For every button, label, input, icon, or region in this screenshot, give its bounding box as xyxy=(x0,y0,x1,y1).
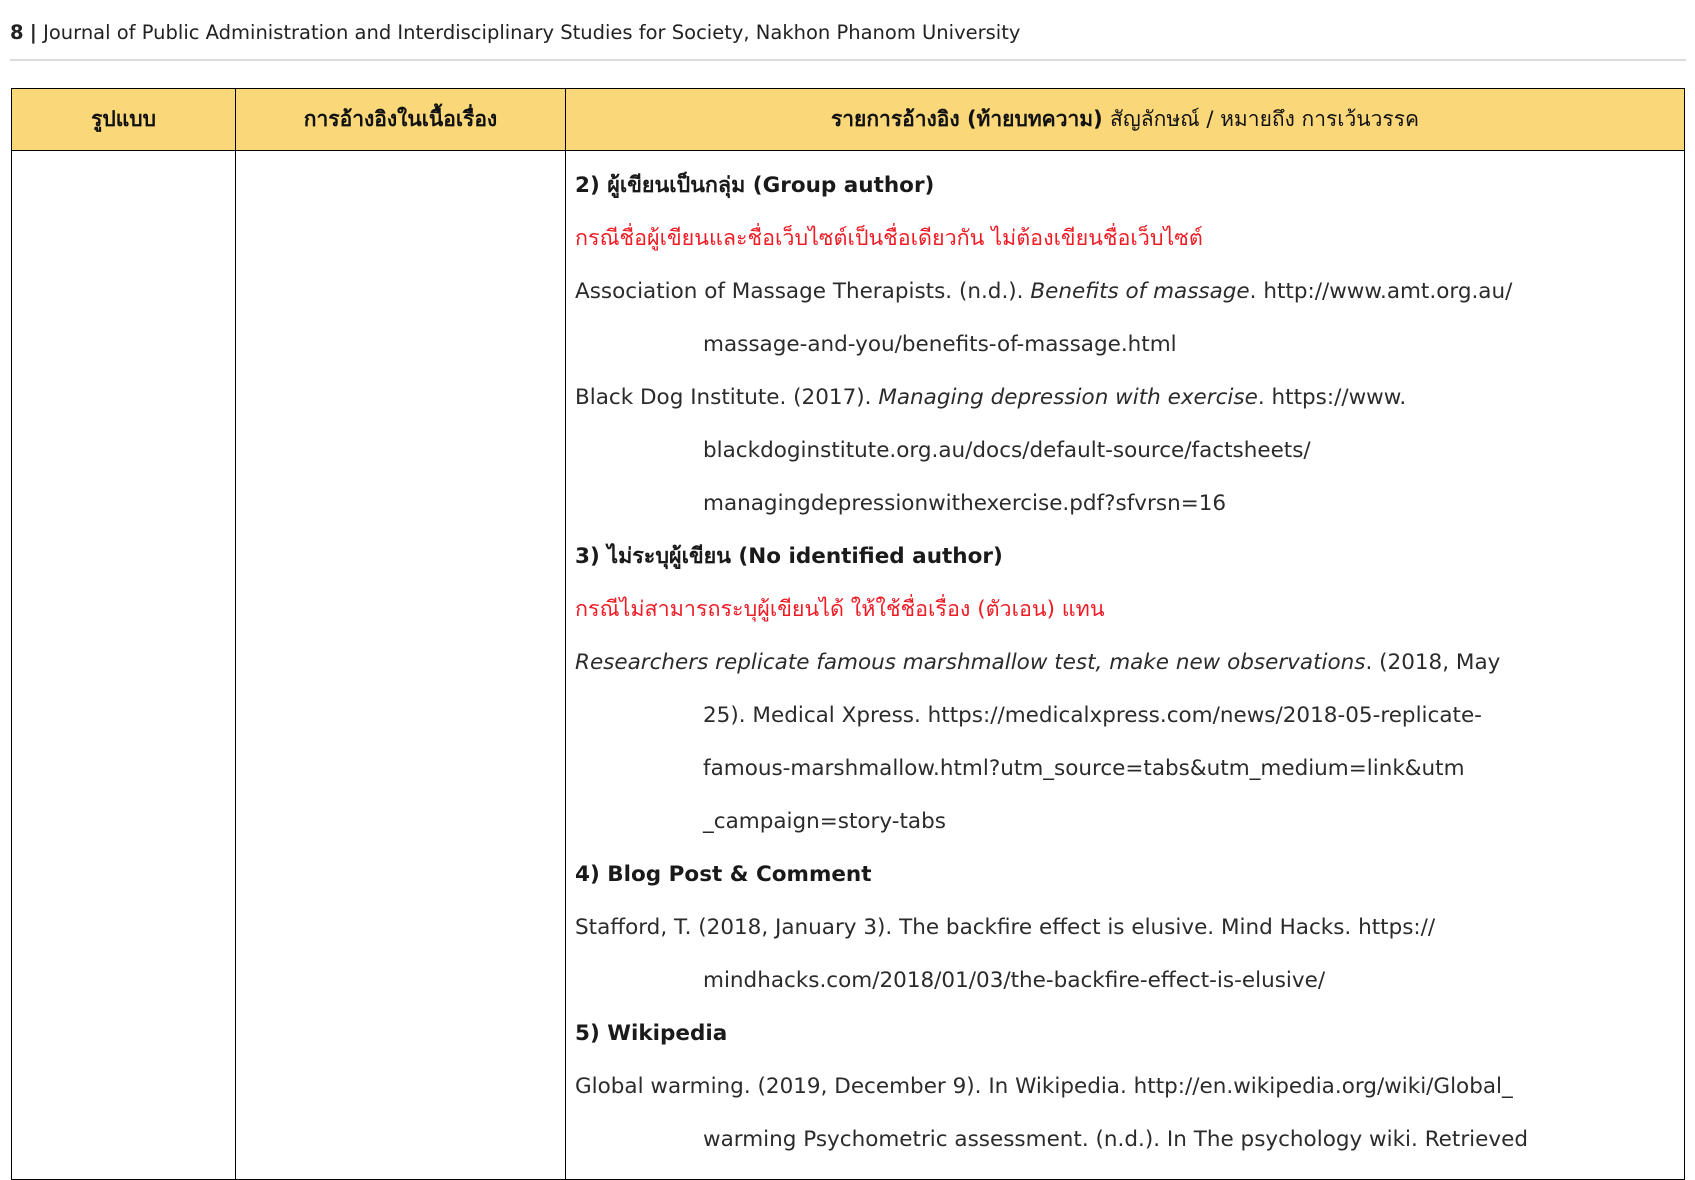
header-reference-list xyxy=(566,89,1685,151)
reference-entry xyxy=(575,636,1672,689)
table-row xyxy=(12,151,1685,1180)
reference-format-table xyxy=(11,88,1685,1180)
journal-title: Journal of Public Administration and Interdisciplinary Studies for Society, Nakhon Phanom University xyxy=(43,21,1021,44)
table-header-row xyxy=(12,89,1685,151)
header-reference-list-note: สัญลักษณ์ / หมายถึง การเว้นวรรค xyxy=(1110,107,1420,131)
section-heading: 2) ผู้เขียนเป็นกลุ่ม (Group author) xyxy=(575,173,935,198)
reference-continuation: mindhacks.com/2018/01/03/the-backfire-effect-is-elusive/ xyxy=(703,968,1326,993)
header-in-text-citation: การอ้างอิงในเนื้อเรื่อง xyxy=(236,89,566,151)
header-reference-list-bold: รายการอ้างอิง (ท้ายบทความ) xyxy=(830,107,1103,131)
reference-continuation: 25). Medical Xpress. https://medicalxpress.com/news/2018-05-replicate- xyxy=(703,703,1482,728)
page-number: 8 xyxy=(10,21,24,44)
reference-lines xyxy=(575,159,1672,1166)
section-heading: 4) Blog Post & Comment xyxy=(575,862,872,887)
reference-title-italic: Managing depression with exercise xyxy=(878,385,1258,410)
reference-continuation: managingdepressionwithexercise.pdf?sfvrsn=16 xyxy=(703,491,1227,516)
page-header xyxy=(10,20,1020,46)
reference-text: . https://www. xyxy=(1257,385,1407,410)
section-heading: 5) Wikipedia xyxy=(575,1021,728,1046)
reference-continuation: famous-marshmallow.html?utm_source=tabs&utm_medium=link&utm xyxy=(703,756,1465,781)
note-text: กรณีไม่สามารถระบุผู้เขียนได้ ให้ใช้ชื่อเรื่อง (ตัวเอน) แทน xyxy=(575,597,1105,622)
reference-text: Association of Massage Therapists. (n.d.). xyxy=(575,279,1031,304)
note-text: กรณีชื่อผู้เขียนและชื่อเว็บไซต์เป็นชื่อเดียวกัน ไม่ต้องเขียนชื่อเว็บไซต์ xyxy=(575,226,1203,251)
reference-entry: Stafford, T. (2018, January 3). The backfire effect is elusive. Mind Hacks. https:// xyxy=(575,915,1436,940)
section-heading: 3) ไม่ระบุผู้เขียน (No identified author) xyxy=(575,544,1003,569)
reference-title-italic: Benefits of massage xyxy=(1030,279,1250,304)
reference-entry: Global warming. (2019, December 9). In Wikipedia. http://en.wikipedia.org/wiki/Global_ xyxy=(575,1074,1513,1099)
header-separator: | xyxy=(29,21,37,44)
reference-continuation: blackdoginstitute.org.au/docs/default-source/factsheets/ xyxy=(703,438,1311,463)
reference-continuation: massage-and-you/benefits-of-massage.html xyxy=(703,332,1177,357)
format-cell xyxy=(12,151,236,1180)
reference-text: . http://www.amt.org.au/ xyxy=(1249,279,1513,304)
in-text-citation-cell xyxy=(236,151,566,1180)
reference-text: Black Dog Institute. (2017). xyxy=(575,385,879,410)
header-format: รูปแบบ xyxy=(12,89,236,151)
reference-list-cell xyxy=(566,151,1685,1180)
reference-title-italic: Researchers replicate famous marshmallow test, make new observations xyxy=(575,650,1366,675)
reference-text: . (2018, May xyxy=(1365,650,1501,675)
reference-entry xyxy=(575,265,1672,318)
reference-continuation: _campaign=story-tabs xyxy=(703,809,946,834)
reference-continuation: warming Psychometric assessment. (n.d.). In The psychology wiki. Retrieved xyxy=(703,1127,1528,1152)
header-divider xyxy=(10,59,1686,61)
reference-entry xyxy=(575,371,1672,424)
